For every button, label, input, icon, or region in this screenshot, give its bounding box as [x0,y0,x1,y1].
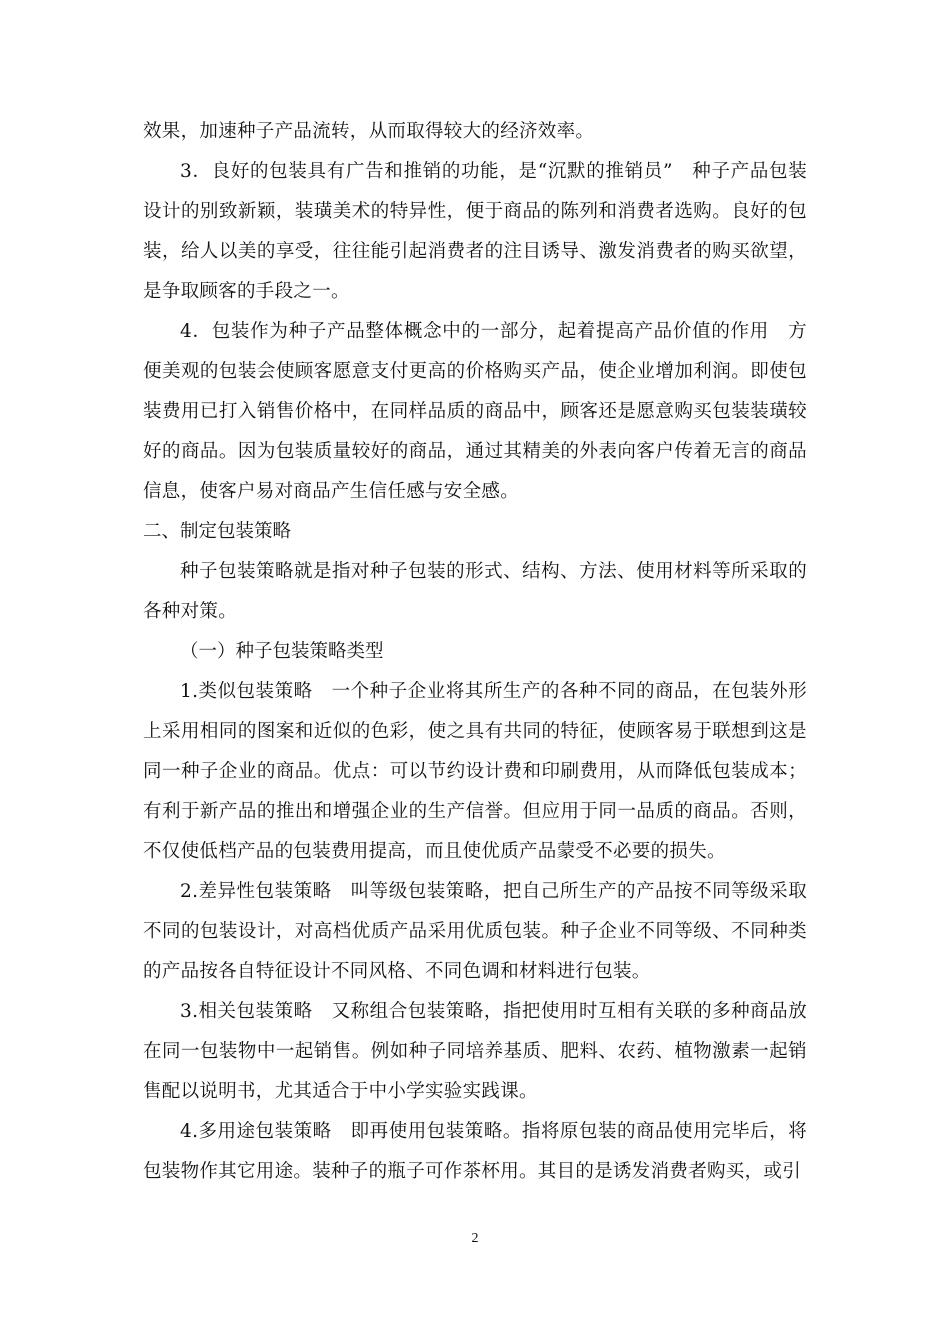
page-number: 2 [471,1231,479,1246]
section-heading: 二、制定包装策略 [143,521,292,542]
strategy-differentiated-packaging: 2.差异性包装策略 叫等级包装策略，把自己所生产的产品按不同等级采取不同的包装设计，对高档优质产品采用优质包装。种子企业不同等级、不同种类的产品按各自特征设计不同风格、不同色调和材料进行包装。 [143,881,807,982]
strategy-similar-packaging: 1.类似包装策略 一个种子企业将其所生产的各种不同的商品，在包装外形上采用相同的图案和近似的色彩，使之具有共同的特征，使顾客易于联想到这是同一种子企业的商品。优点：可以节约设计费和印刷费用，从而降低包装成本；有利于新产品的推出和增强企业的生产信誉。但应用于同一品质的商品。否则，不仅使低档产品的包装费用提高，而且使优质产品蒙受不必要的损失。 [143,681,807,862]
paragraph-point-3: 3．良好的包装具有广告和推销的功能，是“沉默的推销员” 种子产品包装设计的别致新颖，装璜美术的特异性，便于商品的陈列和消费者选购。良好的包装，给人以美的享受，往往能引起消费者的注目诱导、激发消费者的购买欲望，是争取顾客的手段之一。 [143,161,807,302]
section-intro: 种子包装策略就是指对种子包装的形式、结构、方法、使用材料等所采取的各种对策。 [143,561,807,622]
subsection-heading: （一）种子包装策略类型 [180,641,384,662]
document-page [143,112,807,1192]
strategy-multipurpose-packaging: 4.多用途包装策略 即再使用包装策略。指将原包装的商品使用完毕后，将包装物作其它用途。装种子的瓶子可作茶杯用。其目的是诱发消费者购买，或引 [143,1121,807,1182]
strategy-related-packaging: 3.相关包装策略 又称组合包装策略，指把使用时互相有关联的多种商品放在同一包装物中一起销售。例如种子同培养基质、肥料、农药、植物激素一起销售配以说明书，尤其适合于中小学实验实践课。 [143,1001,807,1102]
paragraph-point-4: 4．包装作为种子产品整体概念中的一部分，起着提高产品价值的作用 方便美观的包装会使顾客愿意支付更高的价格购买产品，使企业增加利润。即使包装费用已打入销售价格中，在同样品质的商品中，顾客还是愿意购买包装装璜较好的商品。因为包装质量较好的商品，通过其精美的外表向客户传着无言的商品信息，使客户易对商品产生信任感与安全感。 [143,321,807,502]
paragraph-continuation: 效果，加速种子产品流转，从而取得较大的经济效率。 [143,121,595,142]
